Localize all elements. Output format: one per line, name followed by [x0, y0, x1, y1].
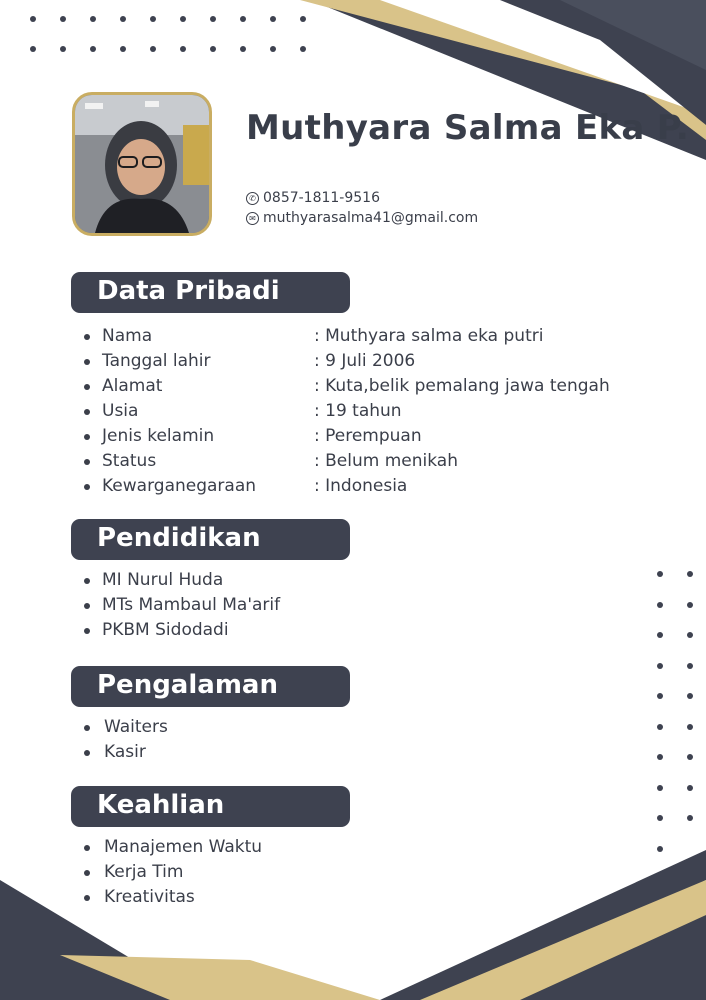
education-list [82, 568, 280, 643]
experience-list [82, 715, 168, 765]
list-item: Kreativitas [82, 885, 262, 910]
candidate-name: Muthyara Salma Eka P. [246, 108, 689, 148]
profile-photo [72, 92, 212, 236]
email-address: muthyarasalma41@gmail.com [263, 210, 479, 226]
section-title: Keahlian [97, 790, 225, 820]
list-item: Tanggal lahir : 9 Juli 2006 [82, 349, 256, 374]
list-item: MTs Mambaul Ma'arif [82, 593, 280, 618]
phone-contact [246, 190, 380, 206]
personal-data-list [82, 324, 610, 499]
dot-pattern-right [650, 565, 700, 855]
phone-number: 0857-1811-9516 [263, 190, 380, 206]
list-item: Status : Belum menikah [82, 449, 256, 474]
list-item: MI Nurul Huda [82, 568, 280, 593]
list-item: Kewarganegaraan : Indonesia [82, 474, 256, 499]
phone-icon: ✆ [246, 192, 259, 205]
email-icon: ✉ [246, 212, 259, 225]
list-item: Kerja Tim [82, 860, 262, 885]
section-header-pengalaman [71, 666, 350, 707]
list-item: PKBM Sidodadi [82, 618, 280, 643]
list-item: Alamat : Kuta,belik pemalang jawa tengah [82, 374, 256, 399]
list-item: Usia : 19 tahun [82, 399, 256, 424]
section-header-pendidikan [71, 519, 350, 560]
section-header-keahlian [71, 786, 350, 827]
list-item: Kasir [82, 740, 168, 765]
section-title: Pendidikan [97, 523, 261, 553]
list-item: Jenis kelamin : Perempuan [82, 424, 256, 449]
list-item: Nama : Muthyara salma eka putri [82, 324, 256, 349]
section-header-data-pribadi [71, 272, 350, 313]
skills-list [82, 835, 262, 910]
list-item: Manajemen Waktu [82, 835, 262, 860]
list-item: Waiters [82, 715, 168, 740]
email-contact [246, 210, 478, 226]
section-title: Data Pribadi [97, 276, 280, 306]
dot-pattern-top [24, 12, 324, 62]
section-title: Pengalaman [97, 670, 278, 700]
